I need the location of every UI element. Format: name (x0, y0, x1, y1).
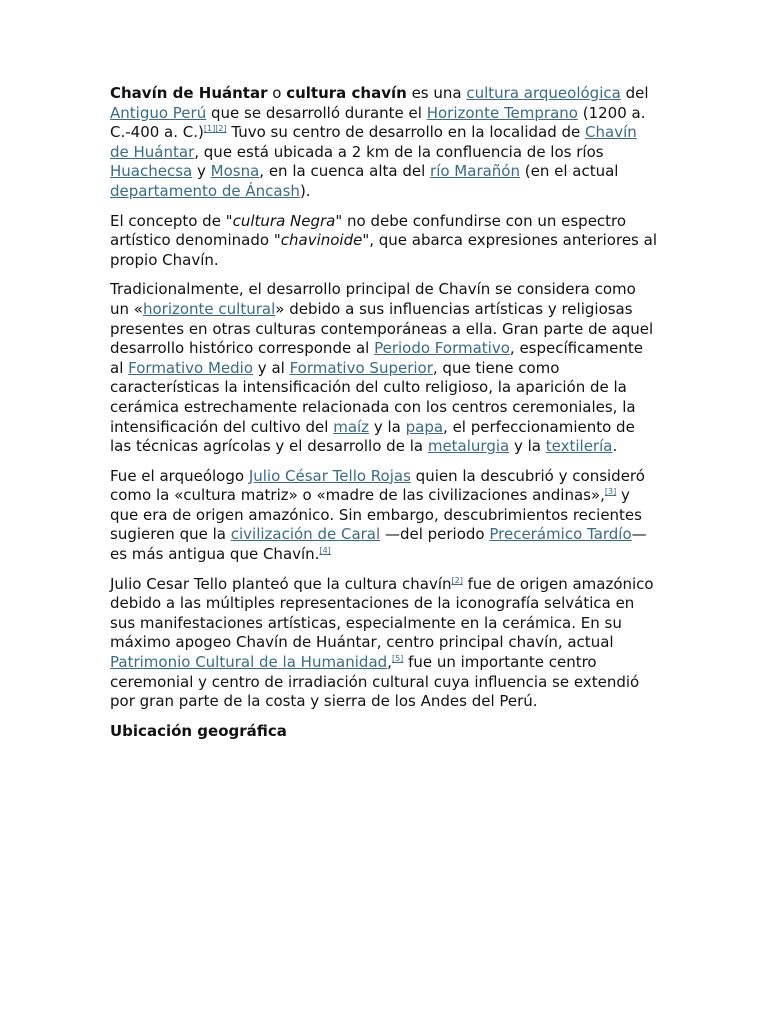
paragraph-concept (110, 212, 658, 271)
ref-2 (452, 576, 463, 585)
ref-3 (605, 487, 616, 496)
italic-term: chavinoide (280, 231, 363, 250)
link-metalurgia[interactable]: metalurgia (427, 437, 510, 456)
text: " no debe confundirse con un espectro artístico denominado " (110, 211, 627, 250)
ref-5 (392, 654, 403, 663)
text: y al (253, 358, 290, 377)
text: que se desarrolló durante el (206, 103, 427, 122)
paragraph-tello (110, 467, 658, 565)
text: (en el actual (520, 162, 619, 181)
link-cultura-arqueologica[interactable]: cultura arqueológica (466, 84, 621, 102)
paragraph-origin (110, 575, 658, 712)
text: y la (509, 437, 546, 456)
ref-link-2b[interactable]: [2] (451, 575, 463, 585)
text: fue un importante centro ceremonial y centro de irradiación cultural cuya influencia se extendió por gran parte de la costa y sierra de los Andes del Perú. (110, 653, 640, 711)
link-departamento-ancash[interactable]: departamento de Áncash (110, 181, 300, 200)
link-textileria[interactable]: textilería (545, 437, 613, 456)
ref-link-5[interactable]: [5] (391, 654, 404, 664)
link-papa[interactable]: papa (405, 417, 444, 436)
link-formativo-medio[interactable]: Formativo Medio (128, 358, 254, 377)
text: y que era de origen amazónico. Sin embargo, descubrimientos recientes sugieren que la (110, 486, 642, 544)
paragraph-traditional (110, 280, 658, 456)
text: Fue el arqueólogo (110, 466, 249, 485)
link-civilizacion-de-caral[interactable]: civilización de Caral (230, 525, 381, 544)
text: ", que abarca expresiones anteriores al propio Chavín. (110, 231, 657, 269)
text: Julio Cesar Tello planteó que la cultura chavín (110, 574, 452, 593)
section-heading: Ubicación geográfica (110, 721, 287, 740)
bold-term: cultura chavín (286, 84, 407, 102)
text: Tuvo su centro de desarrollo en la localidad de (226, 123, 586, 142)
text: , específicamente al (110, 339, 643, 377)
ref-link-3[interactable]: [3] (604, 487, 617, 497)
link-rio-maranon[interactable]: río Marañón (430, 162, 520, 181)
text: quien la descubrió y consideró como la «cultura matriz» o «madre de las civilizaciones andinas», (110, 466, 645, 505)
text: . (612, 437, 618, 456)
text: es una (406, 84, 467, 102)
article-body (110, 84, 658, 741)
text: , el perfeccionamiento de las técnicas agrícolas y el desarrollo de la (110, 417, 635, 456)
text: fue de origen amazónico debido a las múltiples representaciones de la iconografía selvática en sus manifestaciones artísticas, especialmente en la cerámica. En su máximo apogeo Chavín de Huántar, centro principal chavín, actual (110, 574, 654, 652)
ref-4 (319, 546, 330, 555)
ref-1 (204, 124, 227, 133)
paragraph-intro (110, 84, 658, 202)
text: — es más antigua que Chavín. (110, 525, 647, 564)
link-horizonte-cultural[interactable]: horizonte cultural (142, 299, 276, 318)
text: , (387, 653, 392, 672)
link-huachecsa[interactable]: Huachecsa (110, 162, 193, 181)
text: , que está ubicada a 2 km de la confluencia de los ríos (194, 142, 604, 161)
link-patrimonio-cultural[interactable]: Patrimonio Cultural de la Humanidad (110, 653, 388, 672)
link-antiguo-peru[interactable]: Antiguo Perú (110, 103, 207, 122)
text: —del periodo (380, 525, 490, 544)
link-horizonte-temprano[interactable]: Horizonte Temprano (426, 103, 578, 122)
ref-link-4[interactable]: [4] (319, 546, 331, 556)
text: , que tiene como características la intensificación del culto religioso, la aparición de la cerámica estrechamente relacionada con los centros ceremoniales, la intensificación del cultivo del (110, 358, 636, 436)
text: ). (299, 181, 311, 200)
text: y (192, 162, 211, 181)
text: del (620, 84, 649, 102)
link-periodo-formativo[interactable]: Periodo Formativo (374, 339, 510, 358)
link-mosna[interactable]: Mosna (210, 162, 260, 181)
link-julio-cesar-tello-rojas[interactable]: Julio César Tello Rojas (248, 466, 411, 485)
text: El concepto de " (110, 211, 233, 230)
link-preceramico-tardio[interactable]: Precerámico Tardío (489, 525, 632, 544)
bold-term: Chavín de Huántar (110, 84, 268, 102)
text: , en la cuenca alta del (259, 162, 431, 181)
ref-link-1[interactable]: [1] (203, 124, 216, 134)
text: (1200 a. C.-400 a. C.) (110, 103, 646, 142)
text: Tradicionalmente, el desarrollo principal de Chavín se considera como un « (110, 280, 636, 318)
text: » debido a sus influencias artísticas y religiosas presentes en otras culturas contemporáneas a ella. Gran parte de aquel desarrollo histórico corresponde al (110, 299, 654, 358)
text: o (267, 84, 287, 102)
link-maiz[interactable]: maíz (333, 417, 370, 436)
link-chavin-de-huantar[interactable]: Chavín de Huántar (110, 123, 637, 161)
italic-term: cultura Negra (232, 211, 336, 230)
link-formativo-superior[interactable]: Formativo Superior (289, 358, 433, 377)
ref-link-2[interactable]: [2] (215, 124, 227, 134)
text: y la (369, 417, 406, 436)
